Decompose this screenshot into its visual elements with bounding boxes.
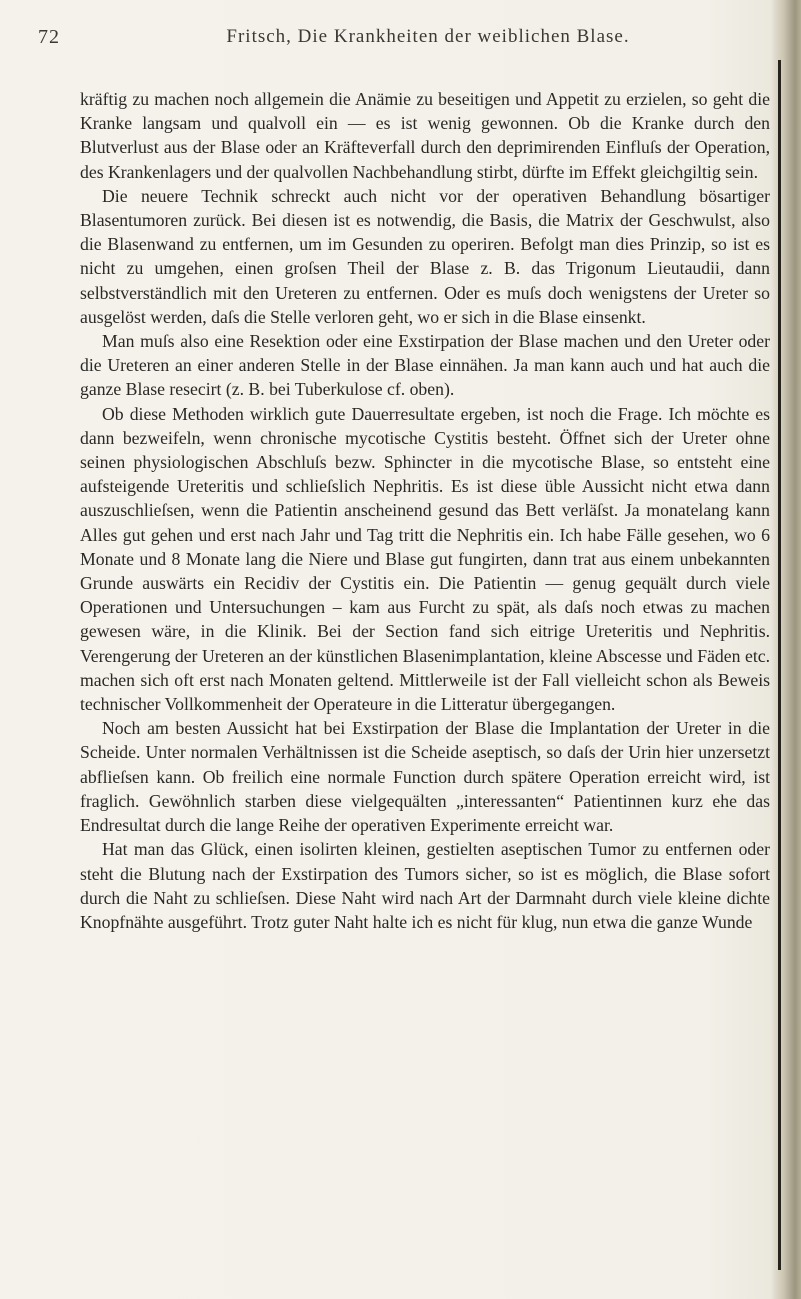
paragraph-5: Noch am besten Aussicht hat bei Exstirpation der Blase die Implantation der Ureter in die Scheide. Unter normalen Verhältnissen ist die Scheide aseptisch, so daſs der Urin hier unzersetzt abflieſsen kann. Ob freilich eine normale Function durch spätere Operation erreicht wird, ist fraglich. Gewöhnlich starben diese vielgequälten „interessanten“ Patientinnen kurz ehe das Endresultat durch die lange Reihe der operativen Experimente erreicht war. [80,718,770,836]
paragraph-6: Hat man das Glück, einen isolirten kleinen, gestielten aseptischen Tumor zu entfernen oder steht die Blutung nach der Exstirpation des Tumors sicher, so ist es möglich, die Blase sofort durch die Naht zu schlieſsen. Diese Naht wird nach Art der Darmnaht durch viele kleine dichte Knopfnähte ausgeführt. Trotz guter Naht halte ich es nicht für klug, nun etwa die ganze Wunde [80,839,770,932]
page-number: 72 [38,26,60,48]
body-text [80,87,770,1267]
paragraph-4: Ob diese Methoden wirklich gute Dauerresultate ergeben, ist noch die Frage. Ich möchte es dann bezweifeln, wenn chronische mycotische Cystitis besteht. Öffnet sich der Ureter ohne seinen physiologischen Abschluſs bezw. Sphincter in die mycotische Blase, so entsteht eine aufsteigende Ureteritis und schlieſslich Nephritis. Es ist diese üble Aussicht nicht etwa dann auszuschlieſsen, wenn die Patientin anscheinend gesund das Bett verläſst. Ja monatelang kann Alles gut gehen und erst nach Jahr und Tag tritt die Nephritis ein. Ich habe Fälle gesehen, wo 6 Monate und 8 Monate lang die Niere und Blase gut fungirten, dann trat aus einem unbekannten Grunde auswärts ein Recidiv der Cystitis ein. Die Patientin — genug gequält durch viele Operationen und Untersuchungen – kam aus Furcht zu spät, als daſs noch etwas zu machen gewesen wäre, in die Klinik. Bei der Section fand sich eitrige Ureteritis und Nephritis. Verengerung der Ureteren an der künstlichen Blasenimplantation, kleine Abscesse und Fäden etc. machen sich oft erst nach Monaten geltend. Mittlerweile ist der Fall vielleicht schon als Beweis technischer Vollkommenheit der Operateure in die Litteratur übergegangen. [80,403,770,715]
binding-edge-line [778,60,781,1270]
page-edge-shadow [771,0,801,1299]
paragraph-1: kräftig zu machen noch allgemein die Anämie zu beseitigen und Appetit zu erzielen, so geht die Kranke langsam und qualvoll ein — es ist wenig gewonnen. Ob die Kranke durch den Blutverlust aus der Blase oder an Kräfteverfall durch den deprimirenden Einfluſs der Operation, des Krankenlagers und der qualvollen Nachbehandlung stirbt, dürfte im Effekt gleichgiltig sein. [80,89,770,182]
paragraph-3: Man muſs also eine Resektion oder eine Exstirpation der Blase machen und den Ureter oder die Ureteren an einer anderen Stelle in der Blase einnähen. Ja man kann auch und hat auch die ganze Blase resecirt (z. B. bei Tuberkulose cf. oben). [80,331,770,400]
page-header [38,26,758,52]
paragraph-2: Die neuere Technik schreckt auch nicht vor der operativen Behandlung bösartiger Blasentumoren zurück. Bei diesen ist es notwendig, die Basis, die Matrix der Geschwulst, also die Blasenwand zu entfernen, um im Gesunden zu operiren. Befolgt man dies Prinzip, so ist es nicht zu umgehen, einen groſsen Theil der Blase z. B. das Trigonum Lieutaudii, dann selbstverständlich mit den Ureteren zu entfernen. Oder es muſs doch wenigstens der Ureter so ausgelöst werden, daſs die Stelle verloren geht, wo er sich in die Blase einsenkt. [80,185,770,327]
running-title: Fritsch, Die Krankheiten der weiblichen Blase. [226,26,630,47]
